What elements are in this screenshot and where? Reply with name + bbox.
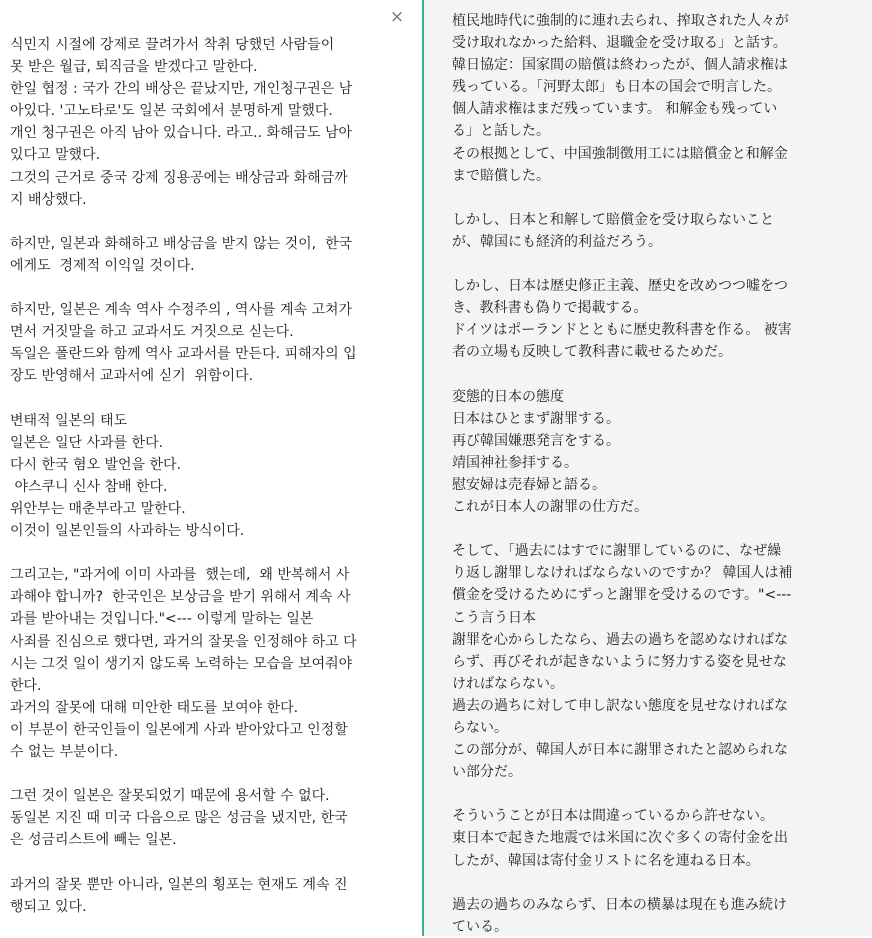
source-line: 그리고는, "과거에 이미 사과를 했는데, 왜 반복해서 사 [10, 567, 350, 584]
source-line: 일본은 일단 사과를 한다. [10, 434, 164, 451]
source-line: 야스쿠니 신사 참배 한다. [10, 478, 168, 495]
translation-pane [424, 0, 872, 936]
source-line: 이 부분이 한국인들이 일본에게 사과 받아았다고 인정할 [10, 721, 348, 738]
translation-line [452, 872, 846, 894]
source-line [10, 388, 394, 410]
source-line: 그것의 근거로 중국 강제 징용공에는 배상금과 화해금까 [10, 169, 348, 186]
translation-line: 靖国神社参拝する。 [452, 454, 578, 471]
source-line [10, 851, 394, 873]
translation-line: 償金を受けるためにずっと謝罪を受けるのです。"<--- [452, 587, 792, 604]
source-line: 하지만, 일본과 화해하고 배상금을 받지 않는 것이, 한국 [10, 235, 353, 252]
translation-line: らない。 [452, 720, 508, 736]
translation-line: 謝罪を心からしたなら、過去の過ちを認めなければな [452, 631, 788, 648]
source-line: 하지만, 일본은 계속 역사 수정주의 , 역사를 계속 고쳐가 [10, 302, 353, 319]
translation-line: 過去の過ちのみならず、日本の横暴は現在も進み続け [452, 896, 787, 913]
source-line [10, 763, 394, 785]
source-line: 장도 반영해서 교과서에 싣기 위함이다. [10, 368, 254, 385]
translation-line: が、韓国にも経済的利益だろう。 [452, 233, 662, 250]
translation-line: これが日本人の謝罪の仕方だ。 [452, 499, 648, 516]
translation-line: 過去の過ちに対して申し訳ない態度を見せなければな [452, 697, 788, 714]
close-icon[interactable]: × [389, 7, 405, 27]
translation-line: この部分が、韓国人が日本に謝罪されたと認められな [452, 742, 788, 759]
translation-line: 残っている。「河野太郎」も日本の国会で明言した。 [452, 79, 781, 96]
source-line [10, 211, 394, 233]
translation-line: そして、「過去にはすでに謝罪しているのに、なぜ繰 [452, 543, 782, 560]
source-line: 사죄를 진심으로 했다면, 과거의 잘못을 인정해야 하고 다 [10, 633, 357, 650]
translation-line: ドイツはポーランドとともに歴史教科書を作る。 被害 [452, 322, 792, 339]
translation-line [452, 783, 846, 805]
translation-line: したが、韓国は寄付金リストに名を連ねる日本。 [452, 852, 760, 869]
source-line: 과거의 잘못 뿐만 아니라, 일본의 횡포는 현재도 계속 진 [10, 876, 348, 893]
source-line: 면서 거짓말을 하고 교과서도 거짓으로 싣는다. [10, 324, 294, 341]
translation-line: こう言う日本 [452, 609, 536, 626]
source-line: 다시 한국 혐오 발언을 한다. [10, 456, 182, 473]
translation-line [452, 187, 846, 209]
translation-line [452, 253, 846, 275]
source-line: 그런 것이 일본은 잘못되었기 때문에 용서할 수 없다. [10, 788, 330, 805]
source-line: 과거의 잘못에 대해 미안한 태도를 보여야 한다. [10, 699, 299, 716]
translation-line: その根拠として、中国強制徴用工には賠償金と和解金 [452, 145, 788, 162]
source-line: 위안부는 매춘부라고 말한다. [10, 500, 186, 517]
source-line: 못 받은 월급, 퇴직금을 받겠다고 말한다. [10, 59, 258, 76]
source-text-pane[interactable] [0, 0, 420, 936]
source-line: 과를 받아내는 것입니다."<--- 이렇게 말하는 일본 [10, 611, 314, 628]
source-line: 과해야 합니까? 한국인은 보상금을 받기 위해서 계속 사 [10, 589, 351, 606]
translation-line: 再び韓国嫌悪発言をする。 [452, 432, 620, 449]
translation-line: り返し謝罪しなければならないのですか？ 韓国人は補 [452, 565, 793, 582]
translation-text [452, 10, 846, 938]
source-line: 이것이 일본인들의 사과하는 방식이다. [10, 523, 245, 540]
translation-line: 者の立場も反映して教科書に載せるためだ。 [452, 344, 732, 361]
source-line: 수 없는 부분이다. [10, 744, 119, 760]
translation-line [452, 364, 846, 386]
source-line: 아있다. '고노타로'도 일본 국회에서 분명하게 말했다. [10, 103, 333, 120]
translation-line: 受け取れなかった給料、退職金を受け取る」と話す。 [452, 35, 787, 52]
translation-line: る」と話した。 [452, 123, 550, 140]
source-text[interactable] [10, 34, 394, 918]
source-line [10, 277, 394, 299]
translation-line: き、教科書も偽りで掲載する。 [452, 300, 648, 317]
translation-line: 個人請求権はまだ残っています。 和解金も残ってい [452, 101, 778, 118]
source-line: 은 성금리스트에 빼는 일본. [10, 832, 177, 849]
translation-line: 慰安婦は売春婦と語る。 [452, 476, 606, 493]
translation-line: ければならない。 [452, 675, 564, 692]
translation-line: い部分だ。 [452, 764, 522, 781]
source-line [10, 542, 394, 564]
translation-line: しかし、日本は歴史修正主義、歴史を改めつつ嘘をつ [452, 278, 788, 295]
source-line: 지 배상했다. [10, 191, 87, 208]
translation-line: 植民地時代に強制的に連れ去られ、搾取された人々が [452, 13, 789, 29]
source-line: 한일 협정 : 국가 간의 배상은 끝났지만, 개인청구권은 남 [10, 81, 353, 98]
source-line: 있다고 말했다. [10, 147, 101, 164]
source-line: 한다. [10, 677, 42, 694]
translation-line: そういうことが日本は間違っているから許せない。 [452, 808, 774, 825]
translation-line: まで賠償した。 [452, 167, 550, 184]
source-line: 개인 청구권은 아직 남아 있습니다. 라고.. 화해금도 남아 [10, 125, 353, 142]
source-line: 동일본 지진 때 미국 다음으로 많은 성금을 냈지만, 한국 [10, 810, 348, 827]
translation-line: らず、再びそれが起きないように努力する姿を見せな [452, 653, 787, 670]
source-line: 시는 그것 일이 생기지 않도록 노력하는 모습을 보여줘야 [10, 655, 353, 672]
translation-line: しかし、日本と和解して賠償金を受け取らないこと [452, 211, 774, 228]
source-line: 에게도 경제적 이익일 것이다. [10, 257, 195, 274]
translation-line: 東日本で起きた地震では米国に次ぐ多くの寄付金を出 [452, 830, 788, 847]
translation-line [452, 518, 846, 540]
translation-line: 日本はひとまず謝罪する。 [452, 410, 620, 427]
source-line: 독일은 폴란드와 함께 역사 교과서를 만든다. 피해자의 입 [10, 346, 357, 363]
source-line: 행되고 있다. [10, 898, 87, 915]
translation-line: ている。 [452, 918, 508, 935]
source-line: 변태적 일본의 태도 [10, 412, 128, 429]
translation-line: 韓日協定：国家間の賠償は終わったが、個人請求権は [452, 57, 788, 74]
source-line: 식민지 시절에 강제로 끌려가서 착취 당했던 사람들이 [10, 37, 335, 53]
translation-line: 変態的日本の態度 [452, 388, 564, 405]
